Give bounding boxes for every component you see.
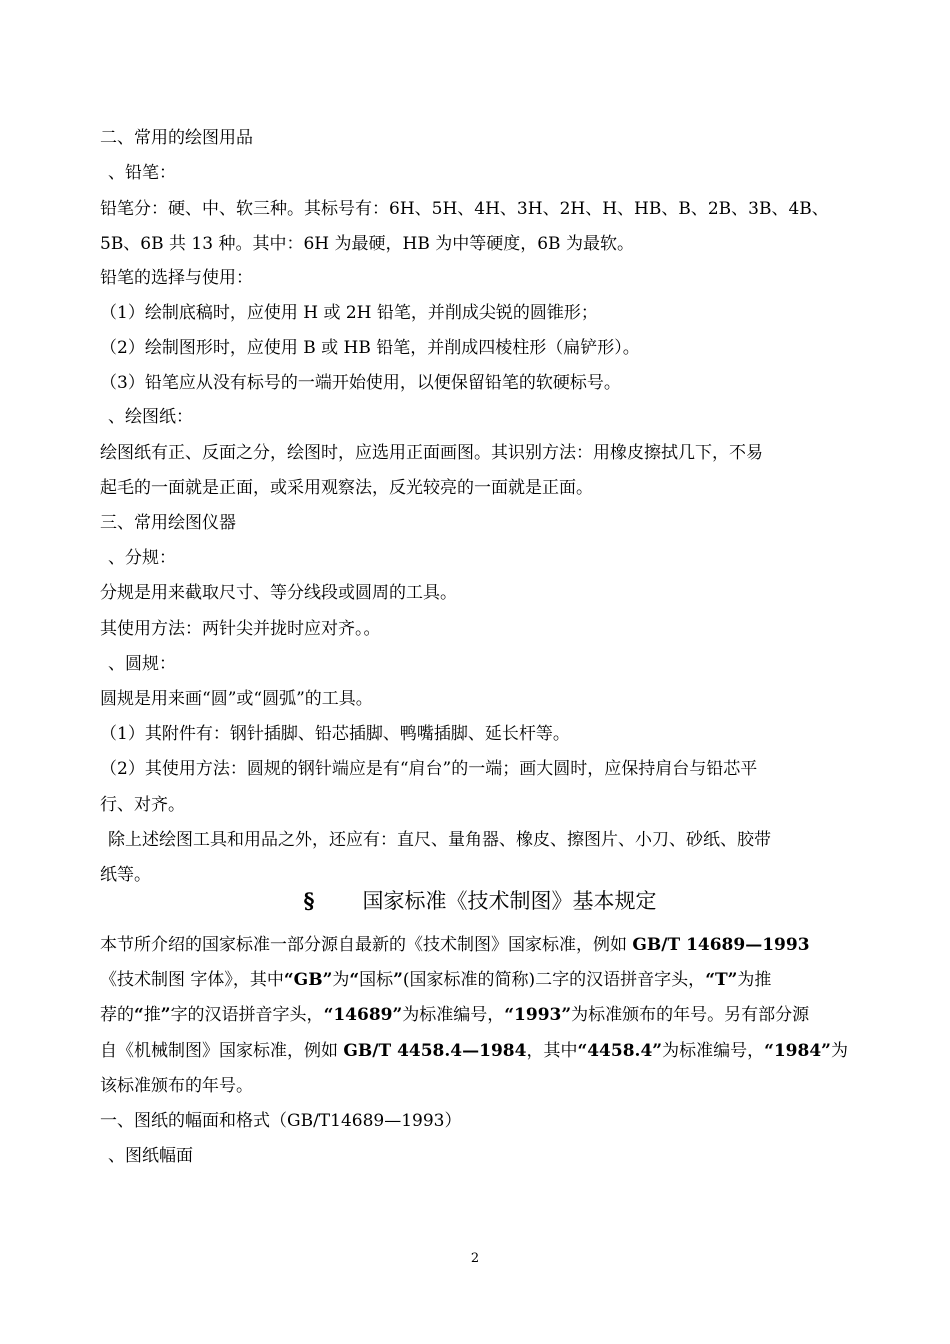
text-run: 《技术制图 字体》，其中 xyxy=(100,970,284,990)
text-line: 其使用方法：两针尖并拢时应对齐。。 xyxy=(100,619,381,639)
section-symbol: § xyxy=(303,888,315,913)
text-line: 圆规是用来画“圆”或“圆弧”的工具。 xyxy=(100,689,373,709)
heading-common-instruments: 三、常用绘图仪器 xyxy=(100,513,236,533)
text-line: 纸等。 xyxy=(100,865,151,885)
text-line: （1）其附件有：钢针插脚、铅芯插脚、鸭嘴插脚、延长杆等。 xyxy=(100,724,570,744)
subheading-drawing-paper: 、绘图纸： xyxy=(108,407,193,427)
text-run: 为 xyxy=(332,970,350,990)
text-run: “1984” xyxy=(764,1041,831,1061)
standard-code: GB/T 14689—1993 xyxy=(632,935,810,955)
subheading-compass: 、圆规： xyxy=(108,654,176,674)
text-line: （3）铅笔应从没有标号的一端开始使用，以便保留铅笔的软硬标号。 xyxy=(100,373,621,393)
paragraph-line xyxy=(100,1040,860,1062)
heading-common-drawing-supplies: 二、常用的绘图用品 xyxy=(100,128,253,148)
text-run: 本节所介绍的国家标准一部分源自最新的《技术制图》国家标准，例如 xyxy=(100,935,633,955)
subheading-paper-size: 、图纸幅面 xyxy=(108,1146,193,1166)
text-run: “14689” xyxy=(323,1005,403,1025)
standard-code: GB/T 4458.4—1984 xyxy=(343,1041,527,1061)
text-line: （1）绘制底稿时，应使用 H 或 2H 铅笔，并削成尖锐的圆锥形； xyxy=(100,303,598,323)
text-line: 行、对齐。 xyxy=(100,795,185,815)
text-run: ” xyxy=(393,970,403,990)
subheading-divider: 、分规： xyxy=(108,548,176,568)
paragraph-line xyxy=(100,1004,860,1026)
text-run: ” xyxy=(160,1005,171,1025)
text-run: “ xyxy=(134,1005,144,1025)
text-run: “1993” xyxy=(504,1005,572,1025)
subheading-pencil: 、铅笔： xyxy=(108,163,176,183)
text-run: 推 xyxy=(143,1005,161,1025)
text-run: 国标 xyxy=(359,970,394,990)
text-run: 荐的 xyxy=(100,1005,134,1025)
text-line: 5B、6B 共 13 种。其中：6H 为最硬，HB 为中等硬度，6B 为最软。 xyxy=(100,234,634,254)
text-line: （2）绘制图形时，应使用 B 或 HB 铅笔，并削成四棱柱形（扁铲形）。 xyxy=(100,338,640,358)
text-run: 为标准颁布的年号。另有部分源 xyxy=(571,1005,810,1025)
text-run: “4458.4” xyxy=(577,1041,663,1061)
text-line: 铅笔分：硬、中、软三种。其标号有：6H、5H、4H、3H、2H、H、HB、B、2B、3B、4B、 xyxy=(100,199,829,219)
section-heading xyxy=(100,887,860,915)
text-run: 自《机械制图》国家标准，例如 xyxy=(100,1041,344,1061)
text-line: 起毛的一面就是正面，或采用观察法，反光较亮的一面就是正面。 xyxy=(100,478,593,498)
page-number: 2 xyxy=(470,1251,480,1266)
paragraph-line xyxy=(100,969,860,991)
text-run: 字的汉语拼音字头， xyxy=(170,1005,324,1025)
text-run: 为 xyxy=(830,1041,848,1061)
text-run: “GB” xyxy=(283,970,333,990)
text-run: 为标准编号， xyxy=(662,1041,765,1061)
text-run: “T” xyxy=(705,970,738,990)
text-run: ，其中 xyxy=(526,1041,578,1061)
text-line: 铅笔的选择与使用： xyxy=(100,268,253,288)
heading-paper-format: 一、图纸的幅面和格式（GB/T14689—1993） xyxy=(100,1111,462,1131)
text-run: 为推 xyxy=(737,970,772,990)
text-line: 绘图纸有正、反面之分，绘图时，应选用正面画图。其识别方法：用橡皮擦拭几下，不易 xyxy=(100,443,763,463)
text-run: “ xyxy=(349,970,360,990)
text-run: (国家标准的简称)二字的汉语拼音字头， xyxy=(402,970,706,990)
paragraph-line xyxy=(100,934,860,956)
text-run: 为标准编号， xyxy=(402,1005,505,1025)
paragraph-line: 该标准颁布的年号。 xyxy=(100,1076,253,1096)
text-line: 分规是用来截取尺寸、等分线段或圆周的工具。 xyxy=(100,583,457,603)
text-line: （2）其使用方法：圆规的钢针端应是有“肩台”的一端；画大圆时，应保持肩台与铅芯平 xyxy=(100,759,758,779)
text-line: 除上述绘图工具和用品之外，还应有：直尺、量角器、橡皮、擦图片、小刀、砂纸、胶带 xyxy=(108,830,771,850)
section-title: 国家标准《技术制图》基本规定 xyxy=(362,889,657,913)
